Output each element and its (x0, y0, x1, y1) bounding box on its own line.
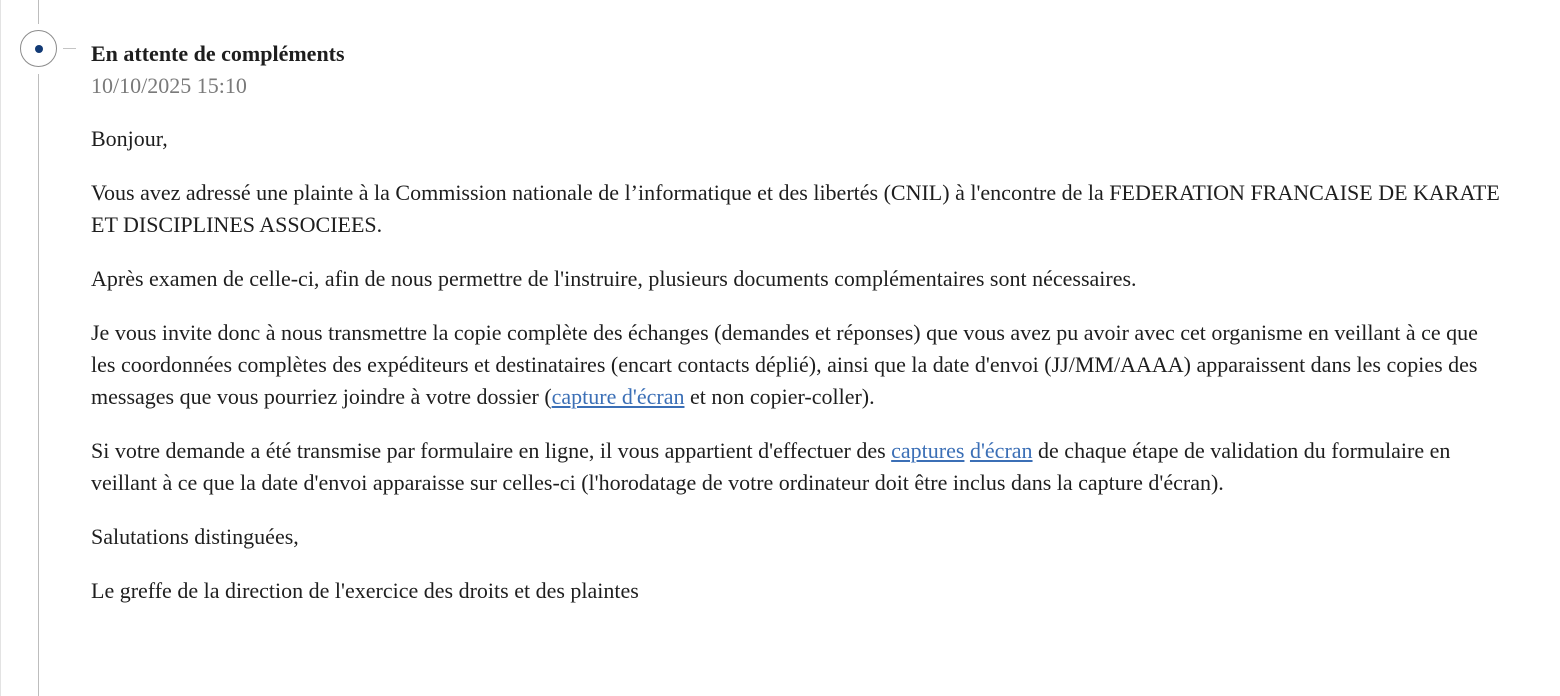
signature-paragraph: Le greffe de la direction de l'exercice des droits et des plaintes (91, 578, 639, 604)
online-form-paragraph (91, 435, 1501, 498)
ecran-link[interactable]: d'écran (969, 437, 1033, 463)
online-form-text-before: Si votre demande a été transmise par formulaire en ligne, il vous appartient d'effectuer des (91, 437, 892, 463)
documents-paragraph: Après examen de celle-ci, afin de nous permettre de l'instruire, plusieurs documents complémentaires sont nécessaires. (91, 266, 1137, 292)
timeline-dot-icon (35, 45, 43, 53)
timeline-line-bottom (38, 74, 39, 696)
timeline-line-top (38, 0, 39, 24)
timeline-entry (91, 38, 1501, 629)
instructions-text-before: Je vous invite donc à nous transmettre la copie complète des échanges (demandes et réponses) que vous avez pu avoir avec cet organisme en veillant à ce que les coordonnées complètes des expéditeurs et destinataires (encart contacts déplié), ainsi que la date d'envoi (JJ/MM/AAAA) apparaissent dans les copies des messages que vous pourriez joindre à votre dossier ( (91, 320, 1478, 409)
message-body (91, 123, 1501, 607)
greeting-paragraph: Bonjour, (91, 126, 168, 151)
online-form-text-after: de chaque étape de validation du formulaire en veillant à ce que la date d'envoi apparaisse sur celles-ci (l'horodatage de votre ordinateur doit être inclus dans la capture d'écran). (91, 437, 1451, 495)
instructions-text-after: et non copier-coller). (684, 383, 875, 409)
entry-timestamp: 10/10/2025 15:10 (91, 73, 247, 98)
screenshot-link[interactable]: capture d'écran (551, 383, 685, 409)
complaint-paragraph: Vous avez adressé une plainte à la Commission nationale de l’informatique et des libertés (CNIL) à l'encontre de la FEDERATION FRANCAISE DE KARATE ET DISCIPLINES ASSOCIEES. (91, 180, 1500, 237)
captures-link[interactable]: captures (891, 437, 965, 463)
timeline-node (20, 30, 57, 67)
timeline-connector (63, 48, 76, 49)
panel-left-border (0, 0, 1, 696)
instructions-paragraph (91, 317, 1501, 412)
closing-paragraph: Salutations distinguées, (91, 523, 299, 549)
entry-status-title: En attente de compléments (91, 41, 345, 66)
